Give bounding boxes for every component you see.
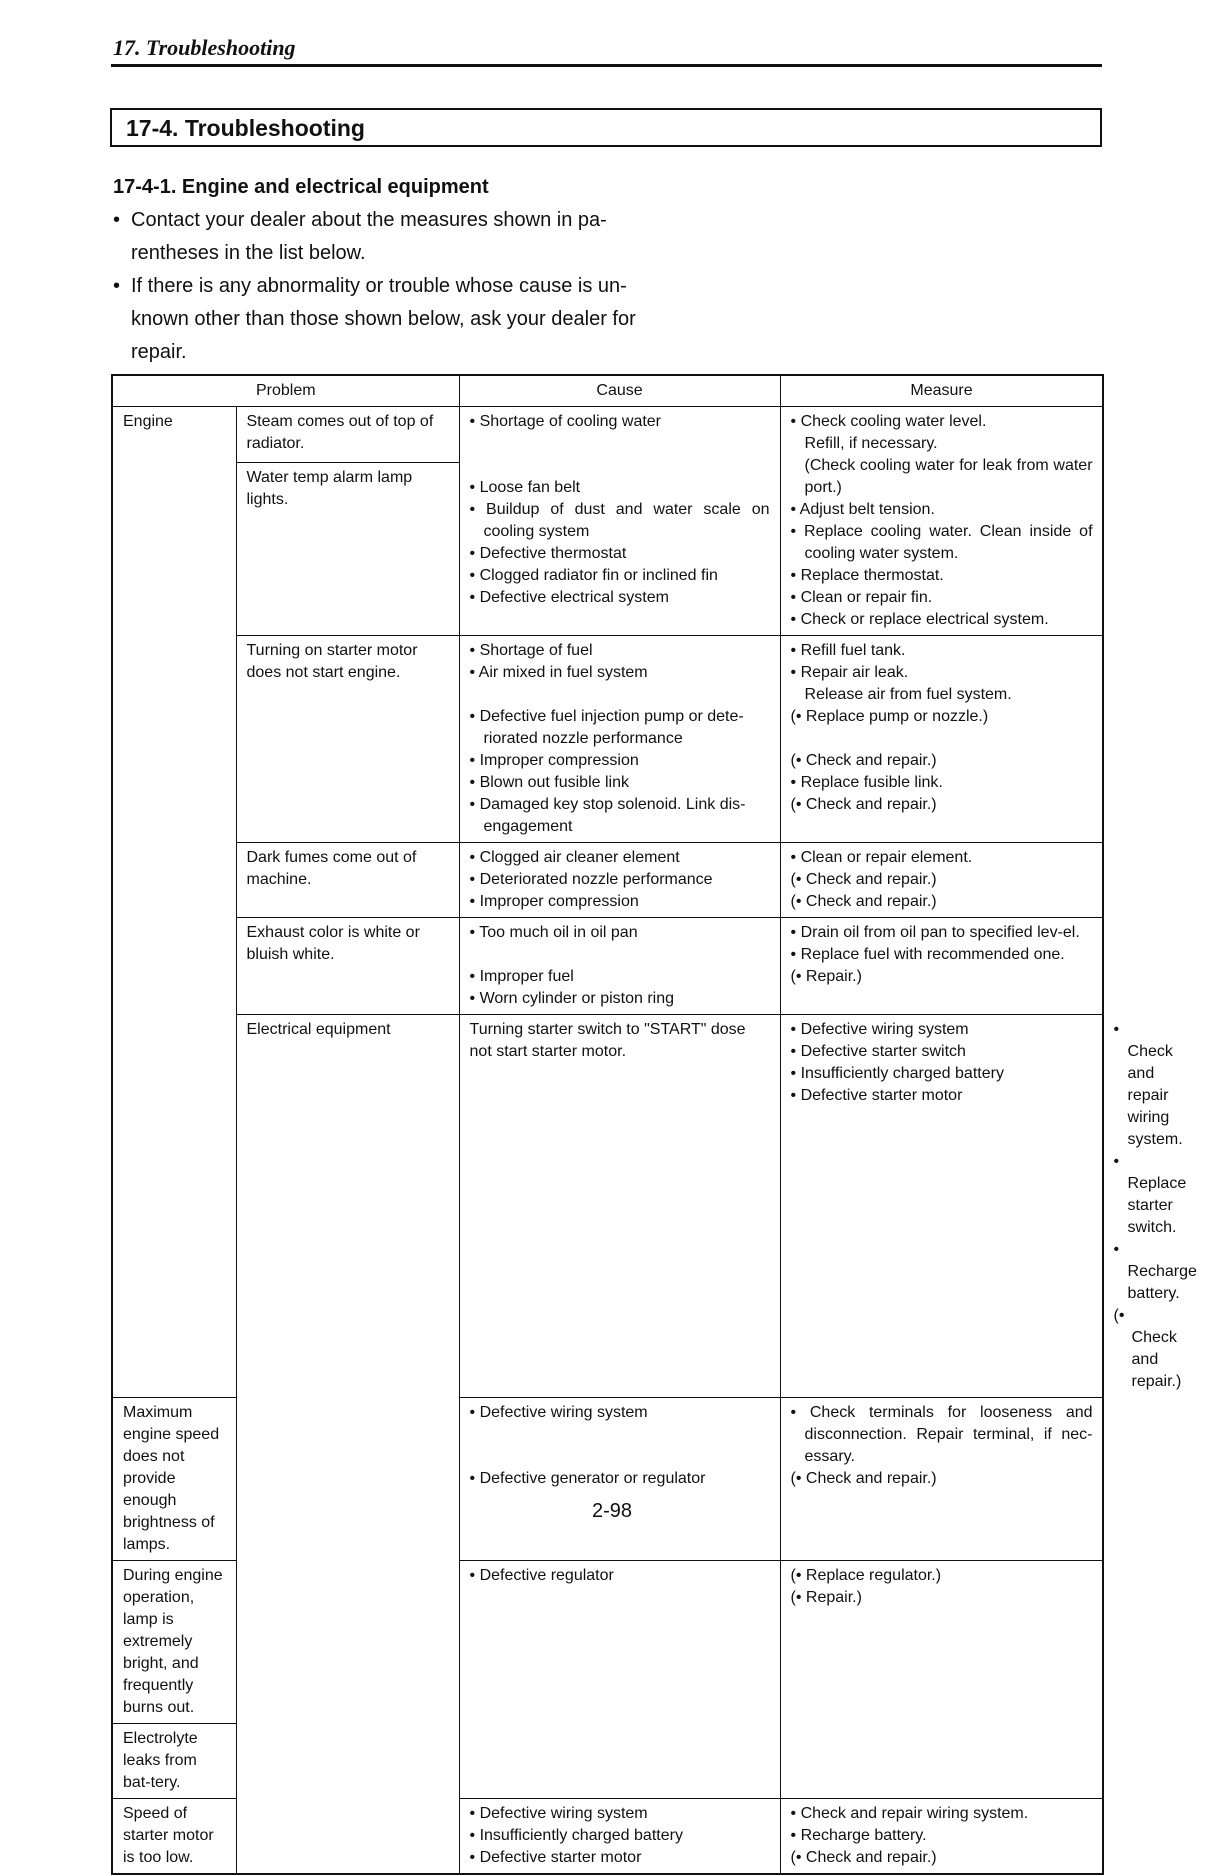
problem-cell: Water temp alarm lamp lights. [236, 463, 459, 636]
table-row [112, 918, 1103, 1015]
page-number: 2-98 [591, 1500, 633, 1522]
measure-item: • Check terminals for looseness and disconnection. Repair terminal, if nec-essary. [790, 1404, 1093, 1465]
cause-item: • Improper compression [469, 752, 639, 769]
measure-cell [780, 407, 1103, 636]
problem-cell: Electrolyte leaks from bat-tery. [112, 1724, 236, 1799]
cause-item: • Air mixed in fuel system [469, 664, 648, 681]
measure-item: • Recharge battery. [790, 1827, 927, 1844]
intro-text: Contact your dealer about the measures shown in pa-rentheses in the list below. [131, 209, 607, 264]
measure-item: • Clean or repair element. [790, 849, 973, 866]
cause-item: • Blown out fusible link [469, 774, 629, 791]
measure-item: (• Replace regulator.) [790, 1567, 942, 1584]
measure-cell [780, 1561, 1103, 1799]
cause-item: • Too much oil in oil pan [469, 924, 638, 941]
cause-cell [780, 1015, 1103, 1398]
bullet-glyph: • [113, 209, 121, 231]
cause-item: • Buildup of dust and water scale on cooling system [469, 501, 770, 540]
problem-cell: During engine operation, lamp is extremely bright, and frequently burns out. [112, 1561, 236, 1724]
cause-item: • Shortage of fuel [469, 642, 593, 659]
header-cause: Cause [459, 375, 780, 407]
cause-cell [459, 1799, 780, 1875]
spacer [791, 728, 1093, 750]
cause-item: • Damaged key stop solenoid. Link dis-engagement [469, 796, 746, 835]
cause-item: • Improper fuel [469, 968, 574, 985]
measure-item: • Replace fusible link. [790, 774, 943, 791]
cause-cell [459, 407, 780, 636]
measure-item: • Clean or repair fin. [790, 589, 933, 606]
section-title: 17-4. Troubleshooting [126, 115, 365, 141]
measure-item: • Adjust belt tension. [790, 501, 935, 518]
measure-item: • Check or replace electrical system. [790, 611, 1049, 628]
problem-cell: Turning starter switch to "START" dose not start starter motor. [459, 1015, 780, 1398]
cause-item: • Deteriorated nozzle performance [469, 871, 713, 888]
measure-item: (• Check and repair.) [790, 752, 937, 769]
cause-item: • Defective thermostat [469, 545, 627, 562]
measure-item: • Check and repair wiring system. [790, 1805, 1029, 1822]
cause-item: • Defective regulator [469, 1567, 614, 1584]
measure-item: • Check cooling water level. [790, 413, 987, 430]
measure-item: (• Check and repair.) [790, 1849, 937, 1866]
intro-text: If there is any abnormality or trouble whose cause is un-known other than those shown below, ask your dealer for repair. [131, 275, 636, 363]
group-electrical: Electrical equipment [236, 1015, 459, 1875]
problem-cell: Speed of starter motor is too low. [112, 1799, 236, 1875]
measure-item: (• Check and repair.) [790, 893, 937, 910]
cause-item: • Loose fan belt [469, 479, 581, 496]
measure-item: (• Check and repair.) [790, 1470, 937, 1487]
cause-item: • Defective electrical system [469, 589, 669, 606]
measure-item: • Check and repair wiring system. [1113, 1021, 1183, 1148]
section-heading-box [110, 108, 1102, 147]
cause-item: • Insufficiently charged battery [469, 1827, 683, 1844]
cause-cell [459, 918, 780, 1015]
measure-cell [780, 918, 1103, 1015]
measure-item: • Replace starter switch. [1113, 1153, 1187, 1236]
measure-item: (• Check and repair.) [790, 871, 937, 888]
table-row [112, 843, 1103, 918]
header-rule [111, 64, 1102, 67]
intro-item [113, 270, 673, 369]
problem-cell: Exhaust color is white or bluish white. [236, 918, 459, 1015]
measure-item: • Repair air leak. [790, 664, 909, 681]
subsection-title: 17-4-1. Engine and electrical equipment [113, 176, 489, 198]
measure-item: (• Repair.) [790, 968, 862, 985]
cause-item: • Defective wiring system [790, 1021, 969, 1038]
measure-item: Refill, if necessary. [804, 435, 938, 452]
cause-item: • Clogged air cleaner element [469, 849, 680, 866]
measure-item: (• Check and repair.) [1113, 1307, 1182, 1390]
spacer [470, 684, 770, 706]
measure-item: • Replace thermostat. [790, 567, 944, 584]
cause-item: • Defective fuel injection pump or dete-riorated nozzle performance [469, 708, 744, 747]
table-row [112, 407, 1103, 463]
problem-cell: Turning on starter motor does not start engine. [236, 636, 459, 843]
measure-item: • Drain oil from oil pan to specified lev-el. [790, 924, 1080, 941]
problem-cell: Maximum engine speed does not provide enough brightness of lamps. [112, 1398, 236, 1561]
troubleshooting-table [111, 374, 1197, 1875]
measure-cell [780, 1398, 1103, 1561]
cause-item: • Clogged radiator fin or inclined fin [469, 567, 718, 584]
measure-cell [780, 843, 1103, 918]
spacer [470, 944, 770, 966]
intro-list [113, 204, 673, 369]
measure-item: (• Repair.) [790, 1589, 862, 1606]
measure-item: • Replace fuel with recommended one. [790, 946, 1065, 963]
cause-item: • Defective generator or regulator [469, 1470, 706, 1487]
cause-item: • Shortage of cooling water [469, 413, 662, 430]
header-measure: Measure [780, 375, 1103, 407]
running-header: 17. Troubleshooting [113, 35, 296, 60]
cause-cell [459, 843, 780, 918]
intro-item [113, 204, 673, 270]
problem-cell: Steam comes out of top of radiator. [236, 407, 459, 463]
measure-item: • Refill fuel tank. [790, 642, 906, 659]
cause-item: • Defective starter motor [790, 1087, 963, 1104]
group-engine: Engine [112, 407, 236, 1398]
table-header-row [112, 375, 1103, 407]
header-problem: Problem [112, 375, 459, 407]
cause-item: • Defective wiring system [469, 1805, 648, 1822]
cause-item: • Defective wiring system [469, 1404, 648, 1421]
measure-item: • Recharge battery. [1113, 1241, 1197, 1302]
spacer [470, 1424, 770, 1468]
measure-item: (• Replace pump or nozzle.) [790, 708, 989, 725]
measure-cell [780, 636, 1103, 843]
cause-item: • Improper compression [469, 893, 639, 910]
measure-item: Release air from fuel system. [804, 686, 1012, 703]
measure-item: (Check cooling water for leak from water port.) [804, 457, 1093, 496]
cause-item: • Worn cylinder or piston ring [469, 990, 675, 1007]
table-row [112, 1015, 1103, 1398]
cause-item: • Insufficiently charged battery [790, 1065, 1004, 1082]
cause-item: • Defective starter switch [790, 1043, 966, 1060]
cause-cell [459, 1398, 780, 1561]
cause-cell [459, 636, 780, 843]
problem-cell: Dark fumes come out of machine. [236, 843, 459, 918]
cause-item: • Defective starter motor [469, 1849, 642, 1866]
measure-item: (• Check and repair.) [790, 796, 937, 813]
bullet-glyph: • [113, 275, 121, 297]
cause-cell [459, 1561, 780, 1799]
spacer [470, 433, 770, 477]
measure-cell [780, 1799, 1103, 1875]
table-row [112, 636, 1103, 843]
measure-item: • Replace cooling water. Clean inside of cooling water system. [790, 523, 1093, 562]
